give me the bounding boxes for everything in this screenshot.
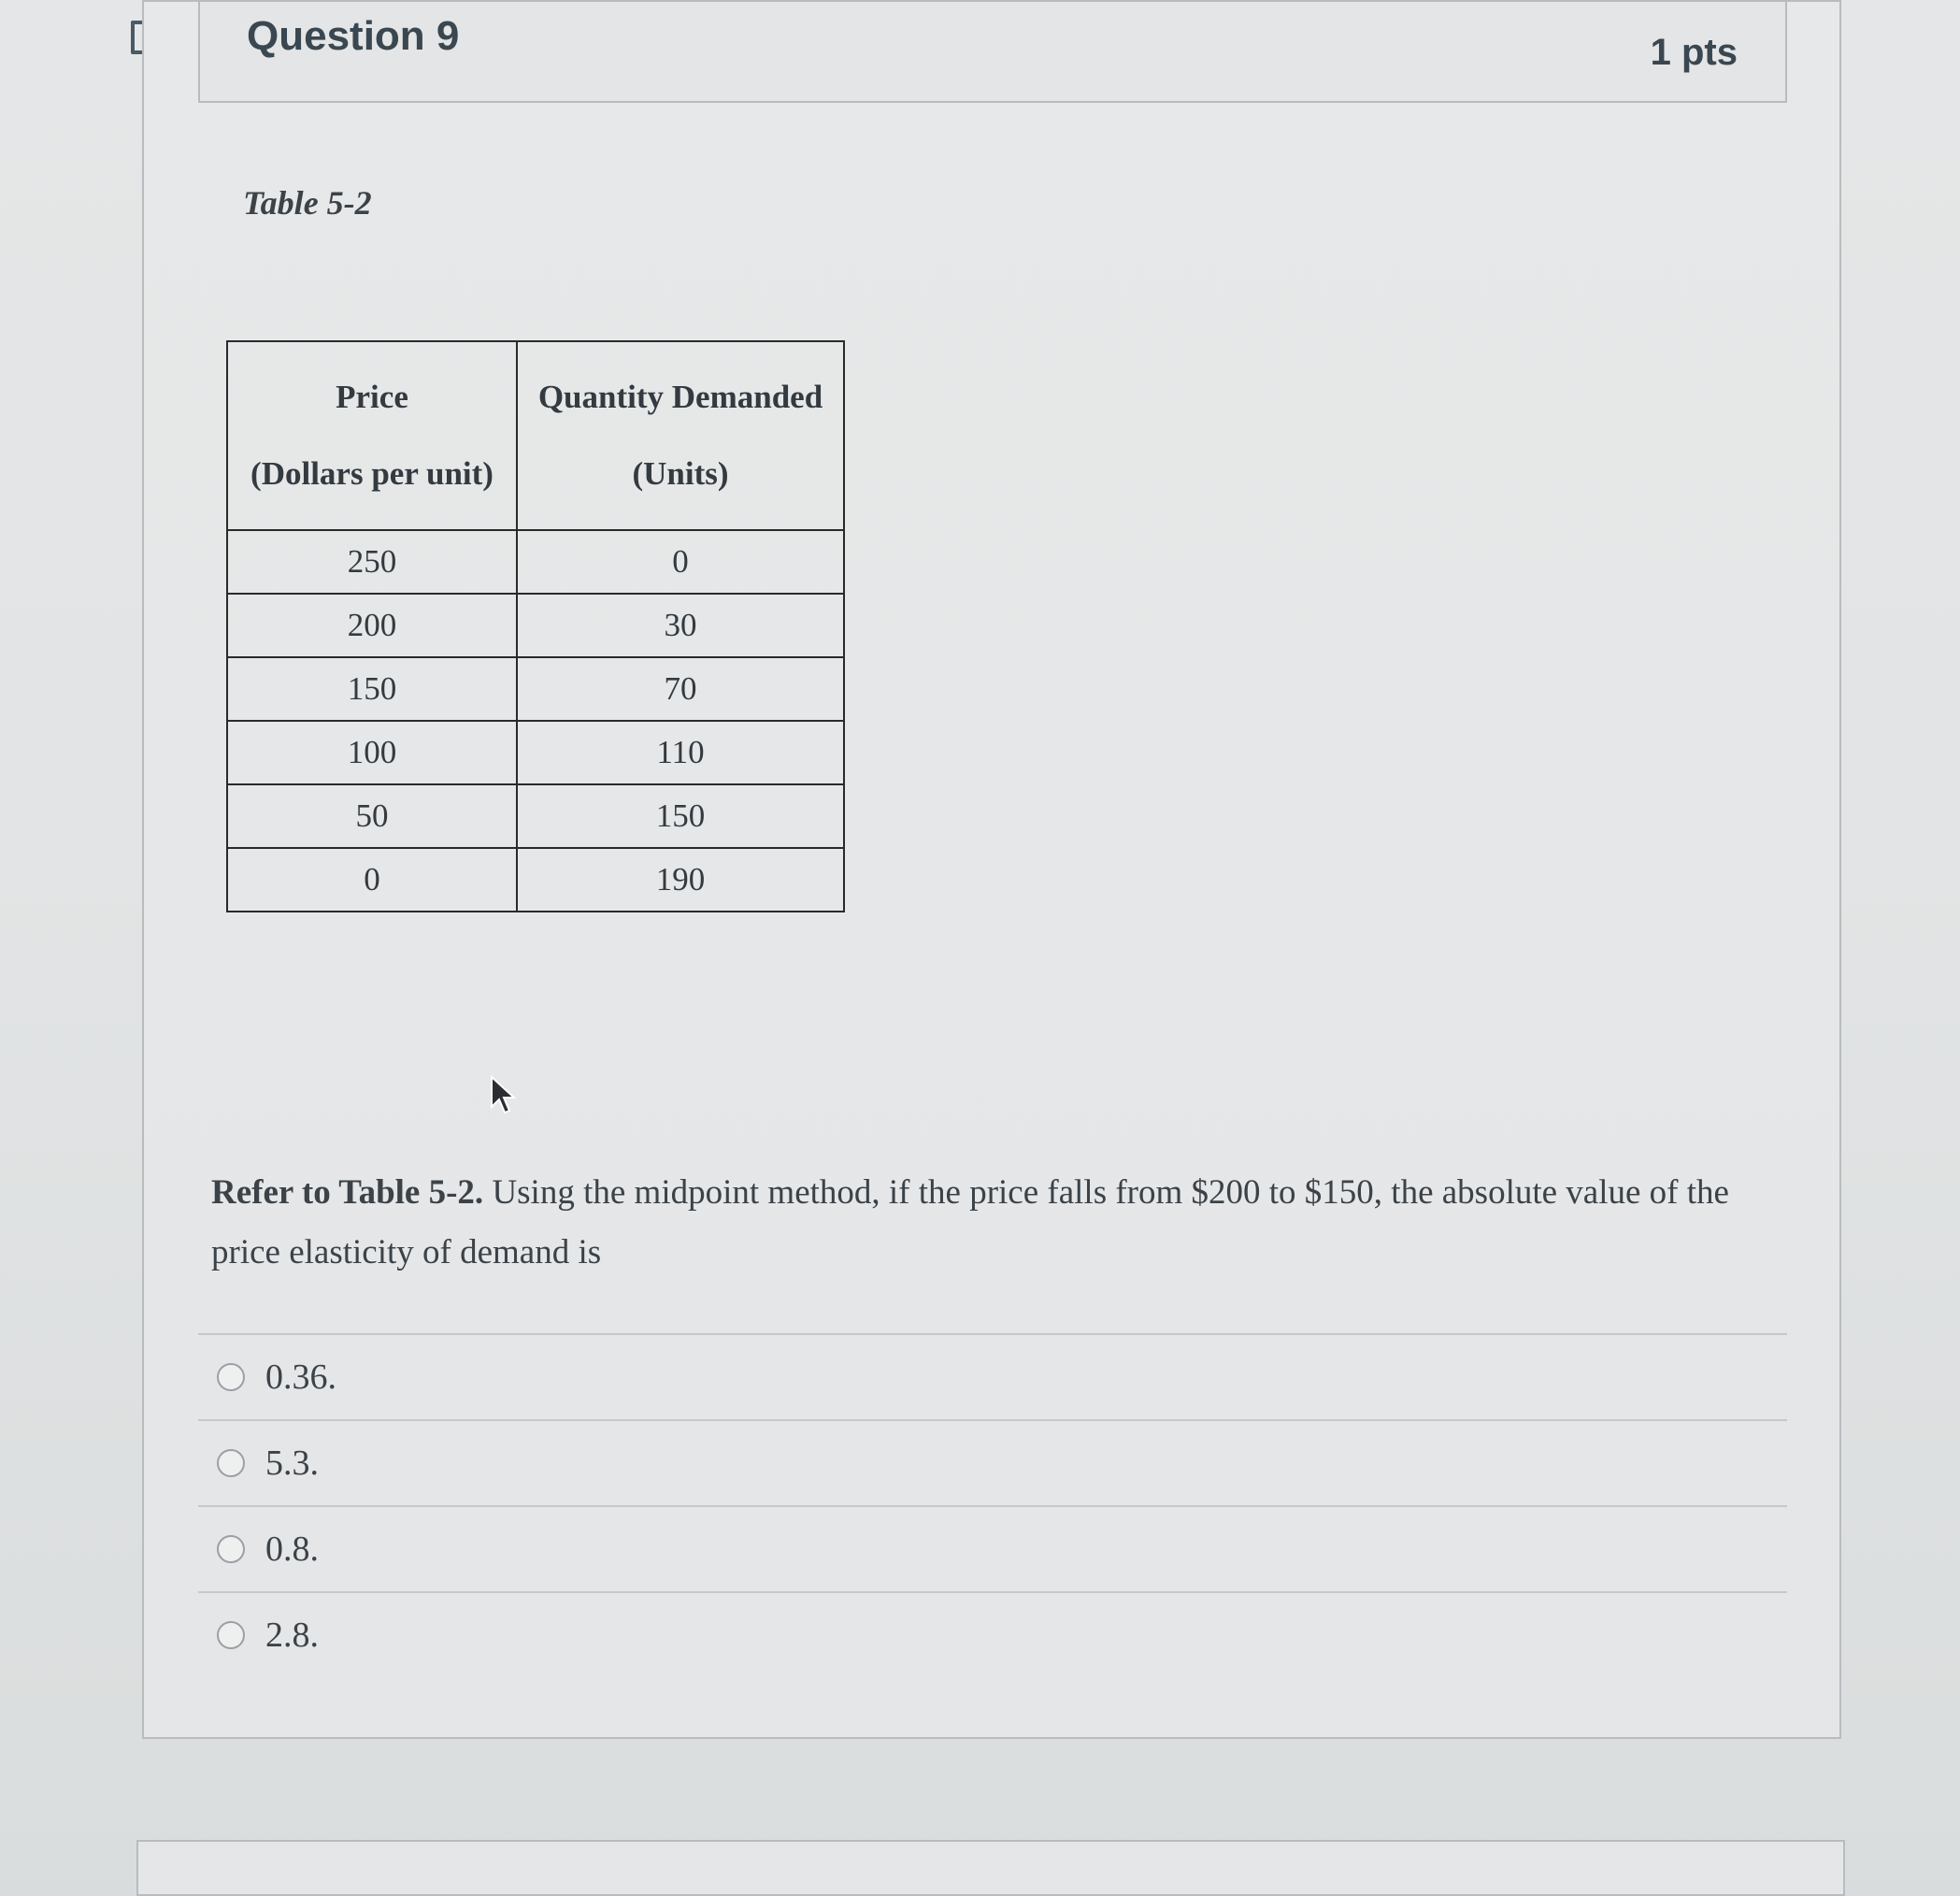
quantity-cell: 110: [517, 721, 844, 784]
table-row: [227, 721, 844, 784]
radio-button[interactable]: [217, 1535, 245, 1563]
table-row: [227, 848, 844, 912]
table-row: [227, 530, 844, 594]
answer-list: [198, 1333, 1787, 1677]
price-cell: 200: [227, 594, 517, 657]
answer-option[interactable]: [198, 1505, 1787, 1591]
quantity-header-line2: (Units): [632, 455, 729, 492]
price-header-line1: Price: [336, 379, 408, 415]
answer-option[interactable]: [198, 1333, 1787, 1419]
radio-button[interactable]: [217, 1621, 245, 1649]
quantity-cell: 190: [517, 848, 844, 912]
quantity-cell: 0: [517, 530, 844, 594]
answer-label[interactable]: 2.8.: [265, 1616, 319, 1655]
question-prompt: [211, 1163, 1763, 1283]
radio-button[interactable]: [217, 1363, 245, 1391]
question-points: 1 pts: [1650, 32, 1738, 73]
mouse-pointer-icon: [490, 1075, 518, 1116]
price-cell: 100: [227, 721, 517, 784]
answer-label[interactable]: 5.3.: [265, 1444, 319, 1483]
price-header-line2: (Dollars per unit): [250, 455, 494, 492]
price-column-header: [227, 341, 517, 530]
demand-table: [226, 340, 845, 912]
prompt-reference: Refer to Table 5-2.: [211, 1173, 484, 1212]
price-cell: 50: [227, 784, 517, 848]
quantity-header-line1: Quantity Demanded: [537, 379, 823, 415]
answer-option[interactable]: [198, 1419, 1787, 1505]
quantity-cell: 150: [517, 784, 844, 848]
next-question-card: [136, 1840, 1845, 1896]
quantity-cell: 70: [517, 657, 844, 721]
table-caption: Table 5-2: [243, 184, 372, 222]
table-row: [227, 784, 844, 848]
quantity-column-header: [517, 341, 844, 530]
quantity-cell: 30: [517, 594, 844, 657]
table-row: [227, 594, 844, 657]
table-header-row: [227, 341, 844, 530]
price-cell: 250: [227, 530, 517, 594]
answer-label[interactable]: 0.36.: [265, 1357, 336, 1397]
question-title: Question 9: [247, 13, 460, 59]
price-cell: 150: [227, 657, 517, 721]
table-row: [227, 657, 844, 721]
prompt-text: Using the midpoint method, if the price falls from $200 to $150, the absolute value of the price elasticity of demand is: [211, 1173, 1729, 1271]
answer-label[interactable]: 0.8.: [265, 1530, 319, 1569]
answer-option[interactable]: [198, 1591, 1787, 1677]
radio-button[interactable]: [217, 1449, 245, 1477]
price-cell: 0: [227, 848, 517, 912]
